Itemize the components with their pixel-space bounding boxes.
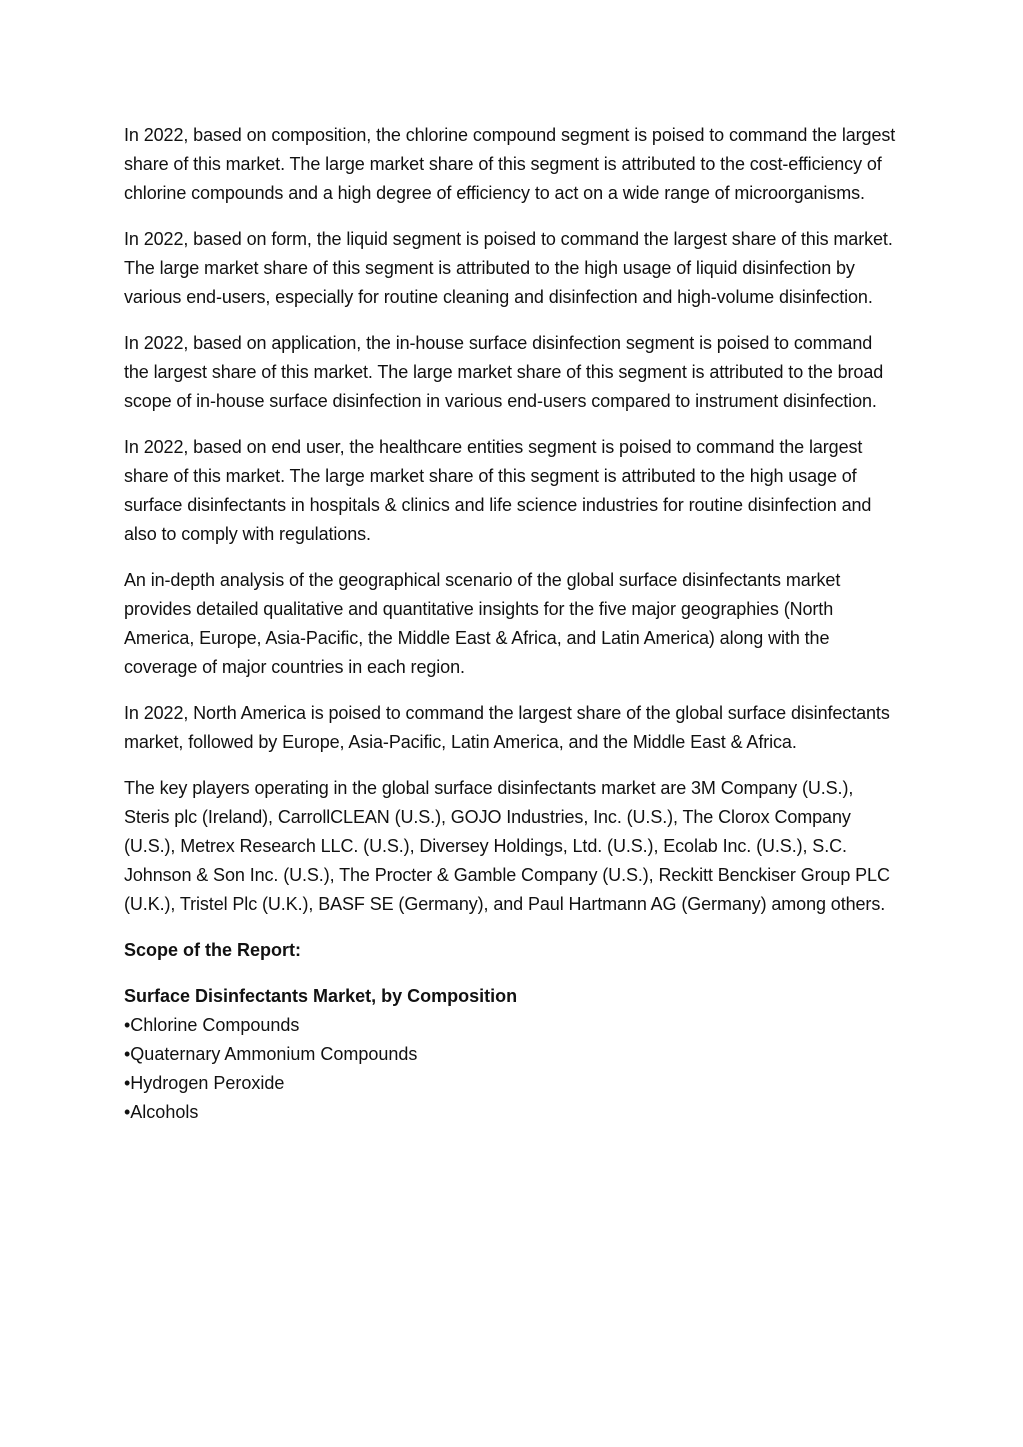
list-item: •Alcohols: [124, 1102, 199, 1122]
list-item: •Chlorine Compounds: [124, 1015, 300, 1035]
paragraph-geography-analysis: An in-depth analysis of the geographical scenario of the global surface disinfectants market provides detailed qualitative and quantitative insights for the five major geographies (North America, Europe, Asia-Pacific, the Middle East & Africa, and Latin America) along with the coverage of major countries in each region.: [124, 570, 841, 677]
paragraph-key-players: The key players operating in the global surface disinfectants market are 3M Company (U.S.), Steris plc (Ireland), CarrollCLEAN (U.S.), GOJO Industries, Inc. (U.S.), The Clorox Company (U.S.), Metrex Research LLC. (U.S.), Diversey Holdings, Ltd. (U.S.), Ecolab Inc. (U.S.), S.C. Johnson & Son Inc. (U.S.), The Procter & Gamble Company (U.S.), Reckitt Benckiser Group PLC (U.K.), Tristel Plc (U.K.), BASF SE (Germany), and Paul Hartmann AG (Germany) among others.: [124, 778, 890, 914]
paragraph-application: In 2022, based on application, the in-house surface disinfection segment is poised to command the largest share of this market. The large market share of this segment is attributed to the broad scope of in-house surface disinfection in various end-users compared to instrument disinfection.: [124, 333, 884, 411]
composition-heading: Surface Disinfectants Market, by Composition: [124, 986, 518, 1006]
list-item: •Quaternary Ammonium Compounds: [124, 1044, 418, 1064]
paragraph-form: In 2022, based on form, the liquid segment is poised to command the largest share of this market. The large market share of this segment is attributed to the high usage of liquid disinfection by various end-users, especially for routine cleaning and disinfection and high-volume disinfection.: [124, 229, 893, 307]
paragraph-end-user: In 2022, based on end user, the healthcare entities segment is poised to command the largest share of this market. The large market share of this segment is attributed to the high usage of surface disinfectants in hospitals & clinics and life science industries for routine disinfection and also to comply with regulations.: [124, 437, 872, 544]
document-page: [124, 121, 899, 1127]
scope-heading: Scope of the Report:: [124, 940, 302, 960]
paragraph-north-america: In 2022, North America is poised to command the largest share of the global surface disinfectants market, followed by Europe, Asia-Pacific, Latin America, and the Middle East & Africa.: [124, 703, 890, 752]
composition-list: [124, 1011, 899, 1127]
list-item: •Hydrogen Peroxide: [124, 1073, 285, 1093]
paragraph-composition: In 2022, based on composition, the chlorine compound segment is poised to command the largest share of this market. The large market share of this segment is attributed to the cost-efficiency of chlorine compounds and a high degree of efficiency to act on a wide range of microorganisms.: [124, 125, 896, 203]
